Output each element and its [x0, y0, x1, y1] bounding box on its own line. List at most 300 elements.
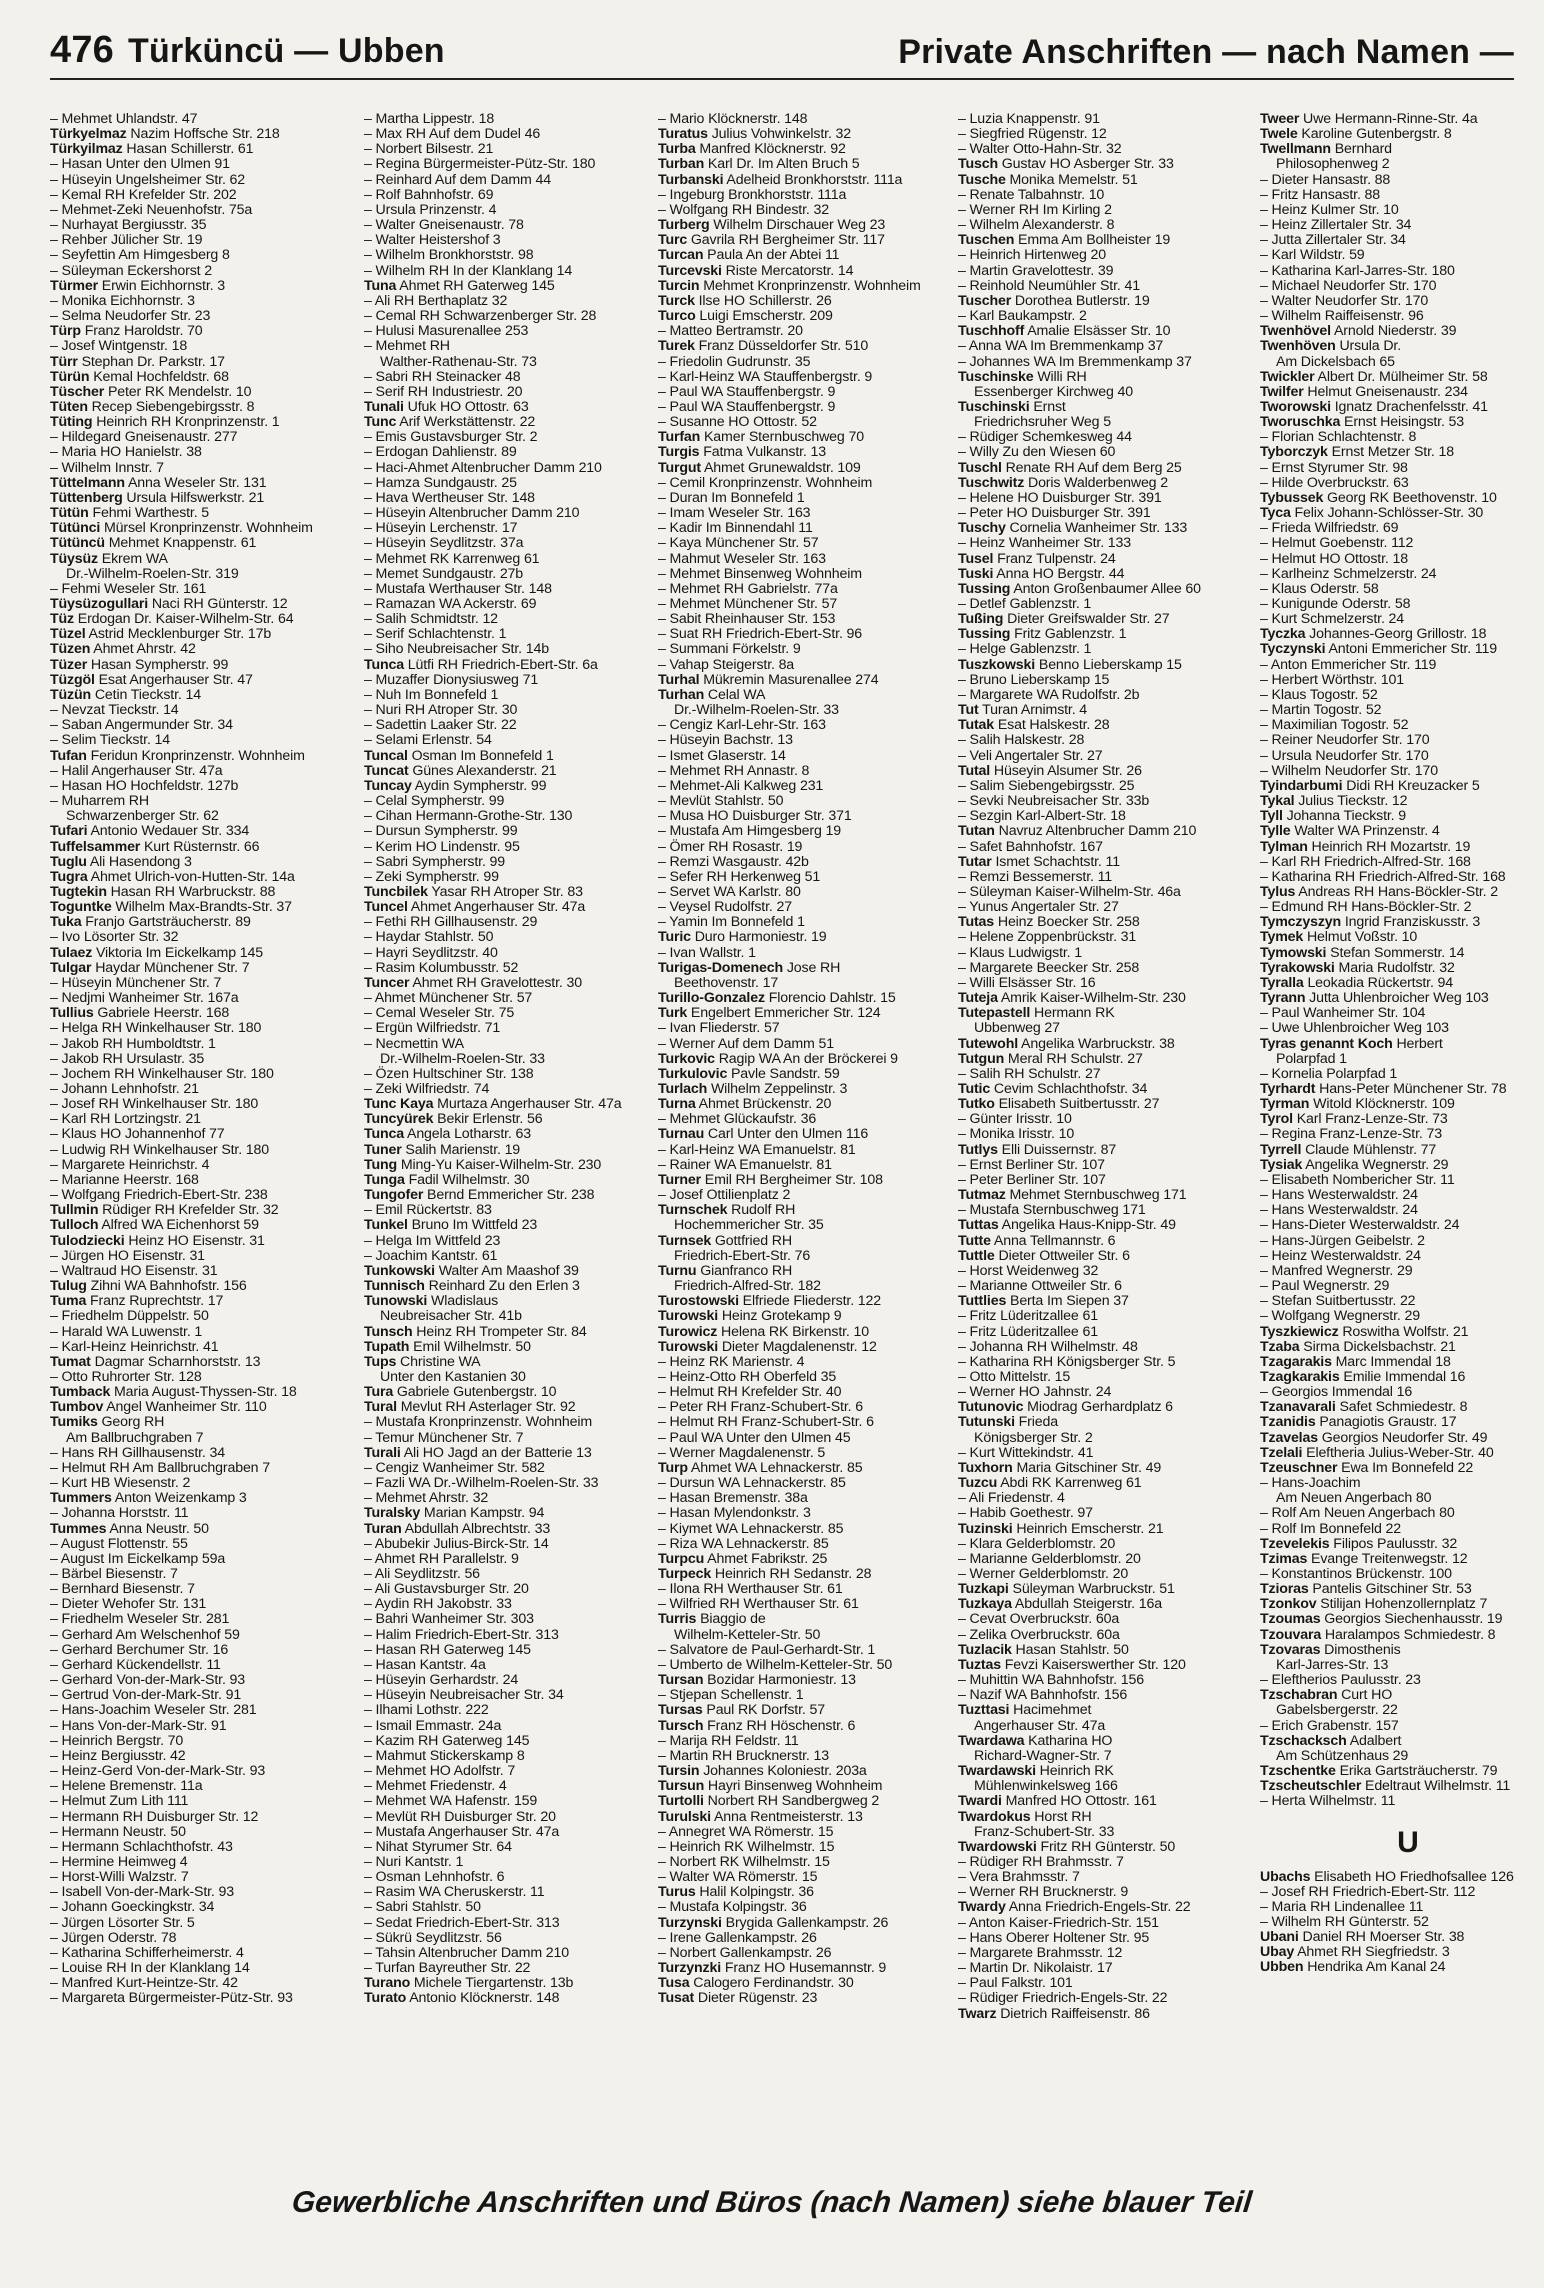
entry-details: Sabit Rheinhauser Str. 153	[669, 611, 836, 628]
entry-details: Hüseyin Ungelsheimer Str. 62	[61, 171, 246, 188]
entry-details: Anna Tellmannstr. 6	[993, 1232, 1116, 1249]
surname: Tuttas	[958, 1217, 999, 1234]
entry-details: Lütfi RH Friedrich-Ebert-Str. 6a	[407, 656, 598, 673]
entry-details: Heinz-Gerd Von-der-Mark-Str. 93	[61, 1763, 266, 1780]
entry-details: Nuri RH Atroper Str. 30	[375, 702, 518, 719]
entry-details: Fazli WA Dr.-Wilhelm-Roelen-Str. 33	[375, 1475, 599, 1492]
entry-row-same-name: – Willy Zu den Wiesen 60	[958, 444, 1116, 461]
entry-row-same-name: – Cevat Overbruckstr. 60a	[958, 1611, 1120, 1628]
entry-row-same-name: – Ramazan WA Ackerstr. 69	[364, 596, 537, 612]
header-left-title: Türküncü — Ubben	[128, 32, 445, 70]
entry-details: Siegfried Rügenstr. 12	[969, 126, 1107, 143]
entry-details: Edeltraut Wilhelmstr. 11	[1365, 1778, 1511, 1795]
entry-details: Jutta Uhlenbroicher Weg 103	[1309, 990, 1489, 1007]
surname: Turic	[658, 929, 691, 946]
entry-row-same-name: – Karlheinz Schmelzerstr. 24	[1260, 565, 1437, 582]
entry-continuation: Angerhauser Str. 47a	[974, 1717, 1106, 1734]
entry-details: Kazim RH Gaterweg 145	[375, 1732, 530, 1749]
surname: Twardokus	[958, 1808, 1031, 1825]
surname: Twenhövel	[1260, 323, 1331, 340]
entry-continuation: Friedrichsruher Weg 5	[974, 414, 1111, 431]
entry-continuation: Unter den Kastanien 30	[380, 1368, 526, 1385]
entry-details: Horst RH	[1034, 1808, 1092, 1825]
entry-row	[364, 1446, 660, 1461]
surname: Tunkowski	[364, 1262, 435, 1279]
entry-row-same-name: – Klara Gelderblomstr. 20	[958, 1535, 1116, 1552]
entry-details: Mevlut RH Asterlager Str. 92	[400, 1399, 576, 1416]
surname: Turulski	[658, 1808, 711, 1825]
entry-details: Mehmet Ahrstr. 32	[375, 1490, 489, 1507]
entry-row	[1260, 1612, 1544, 1627]
entry-row-same-name: – Hüseyin Ungelsheimer Str. 62	[50, 171, 246, 188]
entry-details: Mehmet RK Karrenweg 61	[375, 550, 540, 567]
surname: Turbanski	[658, 171, 724, 188]
entry-row	[364, 1097, 660, 1112]
entry-details: Paul WA Stauffenbergstr. 9	[669, 383, 836, 400]
entry-details: Sükrü Seydlitzstr. 56	[375, 1929, 502, 1946]
entry-details: Hasan HO Hochfeldstr. 127b	[61, 777, 239, 794]
entry-details: Memet Sundgaustr. 27b	[375, 565, 524, 582]
entry-details: Manfred Kurt-Heintze-Str. 42	[61, 1975, 238, 1992]
entry-details: Serif RH Industriestr. 20	[375, 383, 523, 400]
entry-details: Karoline Gutenbergstr. 8	[1301, 126, 1452, 143]
entry-details: Zihni WA Bahnhofstr. 156	[90, 1278, 247, 1295]
entry-row	[364, 1143, 660, 1158]
entry-details: Detlef Gablenzstr. 1	[969, 596, 1092, 612]
entry-details: Max RH Auf dem Dudel 46	[375, 126, 541, 143]
surname: Tuscher	[958, 292, 1012, 309]
entry-details: Dieter Hansastr. 88	[1271, 171, 1391, 188]
surname: Tura	[364, 1384, 394, 1401]
entry-row	[50, 491, 346, 506]
entry-row-same-name: – Mehmet Binsenweg Wohnheim	[658, 565, 862, 582]
entry-details: Hasan Stahlstr. 50	[1015, 1641, 1129, 1658]
entry-details: Arif Werkstättenstr. 22	[399, 414, 536, 431]
entry-row	[50, 1355, 346, 1370]
entry-details: Wilhelm RH In der Klanklang 14	[375, 262, 573, 279]
entry-details: Salim Siebengebirgsstr. 25	[969, 777, 1135, 794]
entry-row	[958, 1658, 1254, 1673]
entry-row	[1260, 991, 1544, 1006]
entry-details: Helmut Voßstr. 10	[1306, 929, 1418, 946]
entry-row-same-name: – Hayri Seydlitzstr. 40	[364, 944, 498, 961]
surname: Tugtekin	[50, 883, 107, 900]
entry-details: Amalie Elsässer Str. 10	[1027, 323, 1171, 340]
entry-details: Hans RH Gillhausenstr. 34	[61, 1444, 225, 1461]
entry-details: Friedolin Gudrunstr. 35	[669, 353, 811, 370]
entry-details: Angel Wanheimer Str. 110	[106, 1399, 267, 1416]
entry-row-same-name: – Luzia Knappenstr. 91	[958, 112, 1100, 127]
entry-row-same-name: – Kurt HB Wiesenstr. 2	[50, 1475, 191, 1492]
entry-row-same-name: – Mustafa Kronprinzenstr. Wohnheim	[364, 1414, 593, 1431]
entry-row-same-name: – Temur Münchener Str. 7	[364, 1429, 524, 1446]
entry-details: Reiner Neudorfer Str. 170	[1271, 732, 1430, 749]
surname: Tylle	[1260, 823, 1291, 840]
entry-row	[50, 749, 346, 764]
surname: Tzovaras	[1260, 1641, 1321, 1658]
entry-row-same-name: – Martin RH Brucknerstr. 13	[658, 1747, 830, 1764]
entry-row-same-name: – Rainer WA Emanuelstr. 81	[658, 1156, 832, 1173]
surname: Tuncay	[364, 777, 412, 794]
entry-row	[658, 1127, 954, 1142]
surname: Tyszkiewicz	[1260, 1323, 1339, 1340]
entry-row	[958, 658, 1254, 673]
surname: Tusa	[658, 1975, 690, 1992]
surname: Tyborczyk	[1260, 444, 1328, 461]
entry-details: Kiymet WA Lehnackerstr. 85	[669, 1520, 844, 1537]
surname: Turnau	[658, 1126, 705, 1143]
entry-row-same-name: – Elisabeth Nombericher Str. 11	[1260, 1171, 1455, 1188]
entry-details: Annegret WA Römerstr. 15	[668, 1823, 834, 1840]
entry-row	[958, 1188, 1254, 1203]
entry-details: Hasan Unter den Ulmen 91	[61, 156, 230, 173]
entry-row-same-name: – Hulusi Masurenallee 253	[364, 323, 529, 340]
entry-details: Albert Dr. Mülheimer Str. 58	[1317, 368, 1488, 385]
entry-row-same-name: – Paul Wanheimer Str. 104	[1260, 1005, 1426, 1022]
entry-row-same-name: – Jürgen HO Eisenstr. 31	[50, 1247, 205, 1264]
entry-row-same-name: – Klaus Togostr. 52	[1260, 686, 1378, 703]
surname: Turpcu	[658, 1550, 705, 1567]
entry-row	[364, 1127, 660, 1142]
surname: Tussing	[958, 626, 1011, 643]
entry-continuation: Dr.-Wilhelm-Roelen-Str. 33	[674, 702, 839, 719]
entry-row-same-name: – Karl Baukampstr. 2	[958, 308, 1087, 325]
entry-details: Florian Schlachtenstr. 8	[1271, 429, 1417, 446]
surname: Tyrrell	[1260, 1141, 1302, 1158]
entry-row	[658, 264, 954, 279]
entry-details: Mustafa Kronprinzenstr. Wohnheim	[375, 1414, 593, 1431]
entry-row-same-name: – Helmut RH Am Ballbruchgraben 7	[50, 1459, 270, 1476]
surname: Turzynski	[658, 1914, 722, 1931]
surname: Tulodziecki	[50, 1232, 125, 1249]
surname: Tuzkaya	[958, 1596, 1012, 1613]
entry-details: Bruno Im Wittfeld 23	[411, 1217, 538, 1234]
surname: Tursas	[658, 1702, 703, 1719]
entry-row	[958, 476, 1254, 491]
entry-row	[958, 1582, 1254, 1597]
entry-row-same-name: – Helene HO Duisburger Str. 391	[958, 489, 1162, 506]
entry-details: Willi RH	[1037, 368, 1087, 385]
surname: Tuschwitz	[958, 474, 1025, 491]
entry-details: Rolf Am Neuen Angerbach 80	[1271, 1505, 1455, 1522]
entry-continuation: Hochemmericher Str. 35	[674, 1217, 824, 1234]
entry-details: Dieter Magdalenenstr. 12	[721, 1338, 877, 1355]
surname: Twardawski	[958, 1763, 1036, 1780]
entry-row	[1260, 127, 1544, 142]
entry-details: Vahap Steigerstr. 8a	[669, 656, 795, 673]
entry-details: Duran Im Bonnefeld 1	[669, 489, 805, 506]
entry-row-same-name: – Ivo Lösorter Str. 32	[50, 929, 179, 946]
entry-row	[1260, 370, 1544, 385]
surname: Tursin	[658, 1763, 700, 1780]
entry-row	[50, 658, 346, 673]
entry-row-same-name: – Mustafa Angerhauser Str. 47a	[364, 1823, 560, 1840]
entry-details: Frieda Wilfriedstr. 69	[1271, 520, 1399, 537]
entry-details: Karl-Heinz WA Emanuelstr. 81	[669, 1141, 856, 1158]
entry-details: Marija RH Feldstr. 11	[669, 1732, 799, 1749]
entry-details: Necmettin WA	[375, 1035, 464, 1052]
entry-row-same-name: – Susanne HO Ottostr. 52	[658, 414, 817, 431]
surname: Turkulovic	[658, 1065, 728, 1082]
entry-row-same-name: – Johanna RH Wilhelmstr. 48	[958, 1338, 1138, 1355]
entry-row-same-name: – Nihat Styrumer Str. 64	[364, 1838, 512, 1855]
surname: Turk	[658, 1005, 688, 1022]
entry-details: Nedjmi Wanheimer Str. 167a	[61, 990, 239, 1007]
column-1	[50, 112, 346, 2162]
entry-row	[50, 597, 346, 612]
surname: Tung	[364, 1156, 398, 1173]
entry-details: Mehmet Binsenweg Wohnheim	[669, 565, 862, 582]
entry-details: Jürgen HO Eisenstr. 31	[61, 1247, 205, 1264]
entry-row	[364, 764, 660, 779]
entry-details: Fritz Lüderitzallee 61	[969, 1323, 1098, 1340]
entry-row	[50, 870, 346, 885]
entry-details: Curt HO	[1341, 1687, 1393, 1704]
entry-row-same-name: – Tahsin Altenbrucher Damm 210	[364, 1944, 570, 1961]
entry-row-same-name: – Özen Hultschiner Str. 138	[364, 1065, 534, 1082]
entry-details: Georgios Siechenhausstr. 19	[1324, 1611, 1503, 1628]
entry-row-same-name: – Hasan Kantstr. 4a	[364, 1656, 486, 1673]
entry-details: Sedat Friedrich-Ebert-Str. 313	[375, 1914, 560, 1931]
entry-details: Marianne Ottweiler Str. 6	[969, 1278, 1122, 1295]
entry-row-same-name: – Kaya Münchener Str. 57	[658, 535, 819, 552]
entry-details: Luigi Emscherstr. 209	[699, 308, 833, 325]
entry-row-same-name: – Ivan Wallstr. 1	[658, 944, 756, 961]
surname: Tzschentke	[1260, 1763, 1336, 1780]
entry-details: Wolfgang Wegnerstr. 29	[1271, 1308, 1420, 1325]
entry-details: Erdogan Dr. Kaiser-Wilhelm-Str. 64	[77, 611, 294, 628]
entry-details: Naci RH Günterstr. 12	[151, 596, 288, 612]
surname: Turek	[658, 338, 695, 355]
entry-row	[658, 1703, 954, 1718]
entry-details: Franz HO Husemannstr. 9	[724, 1960, 887, 1977]
entry-row-same-name: – Maximilian Togostr. 52	[1260, 717, 1409, 734]
entry-row-same-name: – Wilhelm Bronkhorststr. 98	[364, 247, 534, 264]
surname: Turgut	[658, 459, 701, 476]
entry-details: Maximilian Togostr. 52	[1271, 717, 1409, 734]
entry-row	[958, 627, 1254, 642]
surname: Turcevski	[658, 262, 722, 279]
entry-details: Gabriele Heerstr. 168	[97, 1005, 230, 1022]
entry-row-same-name: – Heinrich Hirtenweg 20	[958, 247, 1106, 264]
entry-details: Ursula Neudorfer Str. 170	[1271, 747, 1429, 764]
entry-row-same-name: – Hans Oberer Holtener Str. 95	[958, 1929, 1150, 1946]
surname: Turcan	[658, 247, 704, 264]
entry-details: Stephan Dr. Parkstr. 17	[81, 353, 225, 370]
entry-details: Mevlüt Stahlstr. 50	[669, 793, 784, 810]
entry-details: Mehmet-Ali Kalkweg 231	[669, 777, 824, 794]
entry-details: Rainer WA Emanuelstr. 81	[669, 1156, 832, 1173]
entry-row-same-name: – Mustafa Kolpingstr. 36	[658, 1899, 807, 1916]
entry-row-same-name: – Werner RH Brucknerstr. 9	[958, 1884, 1129, 1901]
entry-details: Mehmet WA Hafenstr. 159	[375, 1793, 538, 1810]
entry-continuation: Mühlenwinkelsweg 166	[974, 1778, 1118, 1795]
entry-details: Cemal RH Schwarzenberger Str. 28	[375, 308, 597, 325]
entry-details: Gerhard Berchumer Str. 16	[61, 1641, 229, 1658]
surname: Turner	[658, 1171, 701, 1188]
entry-row	[50, 824, 346, 839]
entry-row-same-name: – Helene Bremenstr. 11a	[50, 1778, 203, 1795]
entry-details: Süleyman Warbruckstr. 51	[1012, 1581, 1175, 1598]
surname: Tutewohl	[958, 1035, 1019, 1052]
entry-row-same-name: – Mehmet Ahrstr. 32	[364, 1490, 489, 1507]
entry-row-same-name: – Hans Von-der-Mark-Str. 91	[50, 1717, 227, 1734]
surname: Tulug	[50, 1278, 87, 1295]
entry-row-same-name: – Hans Westerwaldstr. 24	[1260, 1187, 1418, 1204]
entry-continuation: Am Schützenhaus 29	[1276, 1747, 1409, 1764]
surname: Tüysüzogullari	[50, 596, 149, 612]
entry-details: Martin Gravelottestr. 39	[969, 262, 1114, 279]
entry-details: Jochem RH Winkelhauser Str. 180	[61, 1065, 274, 1082]
entry-row-same-name: – Cemal RH Schwarzenberger Str. 28	[364, 308, 597, 325]
entry-row-same-name: – Heinz Wanheimer Str. 133	[958, 535, 1132, 552]
entry-row-same-name: – Helmut HO Ottostr. 18	[1260, 550, 1408, 567]
entry-details: Maria Rudolfstr. 32	[1338, 959, 1455, 976]
entry-row	[1260, 1325, 1544, 1340]
entry-details: Tahsin Altenbrucher Damm 210	[375, 1944, 570, 1961]
entry-details: Mehmet Uhlandstr. 47	[61, 112, 198, 127]
entry-details: Helga RH Winkelhauser Str. 180	[61, 1020, 262, 1037]
entry-details: Klara Gelderblomstr. 20	[969, 1535, 1116, 1552]
surname: Turowski	[658, 1338, 719, 1355]
entry-details: Ismet Glaserstr. 14	[669, 747, 786, 764]
entry-row	[1260, 1597, 1544, 1612]
entry-row-same-name: – Margarete Brahmsstr. 12	[958, 1944, 1123, 1961]
entry-details: Servet WA Karlstr. 80	[669, 883, 801, 900]
entry-row	[50, 915, 346, 930]
surname: Turna	[658, 1096, 696, 1113]
entry-row	[364, 1264, 660, 1279]
surname: Tüscher	[50, 383, 105, 400]
entry-row	[658, 1916, 954, 1931]
entry-row-same-name: – Michael Neudorfer Str. 170	[1260, 277, 1437, 294]
surname: Twilfer	[1260, 383, 1304, 400]
header-left	[50, 29, 445, 72]
entry-row-same-name: – Johann Goeckingkstr. 34	[50, 1899, 215, 1916]
entry-details: Stjepan Schellenstr. 1	[669, 1687, 804, 1704]
entry-details: Salvatore de Paul-Gerhardt-Str. 1	[669, 1641, 876, 1658]
entry-details: Heinrich Hirtenweg 20	[969, 247, 1106, 264]
entry-row	[50, 127, 346, 142]
entry-details: Josef RH Friedrich-Ebert-Str. 112	[1271, 1883, 1476, 1900]
entry-row-same-name: – Salih RH Schulstr. 27	[958, 1065, 1101, 1082]
entry-row-same-name: – Johannes WA Im Bremmenkamp 37	[958, 353, 1192, 370]
entry-row	[658, 309, 954, 324]
surname: Ubben	[1260, 1959, 1304, 1976]
entry-details: Biaggio de	[700, 1611, 766, 1628]
entry-details: Johannes WA Im Bremmenkamp 37	[969, 353, 1192, 370]
entry-details: Bernhard Biesenstr. 7	[61, 1581, 195, 1598]
entry-row	[364, 1158, 660, 1173]
surname: Tuma	[50, 1293, 87, 1310]
entry-details: Karl-Heinz Heinrichstr. 41	[61, 1338, 219, 1355]
entry-details: Manfred Wegnerstr. 29	[1271, 1262, 1413, 1279]
entry-row-same-name: – Otto Mittelstr. 15	[958, 1368, 1071, 1385]
entry-details: Abdi RK Karrenweg 61	[1000, 1475, 1142, 1492]
entry-row	[1260, 1945, 1544, 1960]
surname: Ubani	[1260, 1929, 1299, 1946]
entry-details: Karl Baukampstr. 2	[969, 308, 1087, 325]
entry-details: Arnold Niederstr. 39	[1333, 323, 1457, 340]
entry-row-same-name: – Veysel Rudolfstr. 27	[658, 899, 792, 916]
entry-row	[658, 157, 954, 172]
surname: Twickler	[1260, 368, 1315, 385]
entry-details: Werner RH Brucknerstr. 9	[969, 1884, 1129, 1901]
entry-details: Karl Franz-Lenze-Str. 73	[1296, 1111, 1448, 1128]
entry-row	[958, 1052, 1254, 1067]
entry-row-same-name: – Kerim HO Lindenstr. 95	[364, 838, 520, 855]
entry-continuation: Polarpfad 1	[1276, 1050, 1347, 1067]
entry-details: Ahmet RH Gaterweg 145	[399, 277, 555, 294]
entry-row-same-name: – Margarete Heinrichstr. 4	[50, 1156, 210, 1173]
surname: Tuski	[958, 565, 994, 582]
entry-row	[50, 506, 346, 521]
surname: Turban	[658, 156, 705, 173]
entry-details: Pavle Sandstr. 59	[730, 1065, 840, 1082]
surname: Tutic	[958, 1081, 991, 1097]
entry-row	[958, 612, 1254, 627]
entry-row-same-name: – Vera Brahmsstr. 7	[958, 1869, 1080, 1886]
entry-row-same-name: – Aydin RH Jakobstr. 33	[364, 1596, 512, 1613]
entry-details: Fritz Hansastr. 88	[1271, 186, 1381, 203]
entry-details: Calogero Ferdinandstr. 30	[693, 1975, 854, 1992]
entry-details: Doris Walderbenweg 2	[1027, 474, 1168, 491]
entry-details: Katharina Karl-Jarres-Str. 180	[1271, 262, 1455, 279]
entry-row-same-name: – Martin Dr. Nikolaistr. 17	[958, 1960, 1113, 1977]
entry-row-same-name: – Wilhelm Innstr. 7	[50, 459, 164, 476]
entry-row-same-name: – Duran Im Bonnefeld 1	[658, 489, 805, 506]
surname: Twardy	[958, 1899, 1006, 1916]
entry-details: Gerhard Am Welschenhof 59	[61, 1626, 240, 1643]
entry-details: Paul Falkstr. 101	[969, 1975, 1073, 1992]
entry-row-same-name: – Cihan Hermann-Grothe-Str. 130	[364, 808, 573, 825]
entry-details: Summani Förkelstr. 9	[669, 641, 801, 658]
entry-row-same-name: – Klaus HO Johannenhof 77	[50, 1126, 225, 1143]
entry-row	[658, 1885, 954, 1900]
entry-details: Sabri Stahlstr. 50	[375, 1899, 481, 1916]
entry-row	[658, 1612, 954, 1627]
entry-row-same-name: – Ivan Fliederstr. 57	[658, 1020, 780, 1037]
entry-details: Ahmet Brückenstr. 20	[698, 1096, 832, 1113]
surname: Tütünci	[50, 520, 101, 537]
entry-details: Anna Weseler Str. 131	[127, 474, 267, 491]
entry-row-same-name: – Jutta Zillertaler Str. 34	[1260, 232, 1406, 249]
entry-row-same-name: – Peter Berliner Str. 107	[958, 1171, 1106, 1188]
entry-row-same-name: – Norbert Gallenkampstr. 26	[658, 1944, 832, 1961]
entry-row	[50, 946, 346, 961]
entry-continuation: Dr.-Wilhelm-Roelen-Str. 319	[66, 565, 239, 582]
entry-details: Engelbert Emmericher Str. 124	[690, 1005, 881, 1022]
entry-row-same-name: – Serif Schlachtenstr. 1	[364, 626, 507, 643]
surname: Twellmann	[1260, 141, 1331, 158]
surname: Tusche	[958, 171, 1006, 188]
entry-details: Reinhold Neumühler Str. 41	[969, 277, 1140, 294]
entry-row-same-name: – Wilhelm Neudorfer Str. 170	[1260, 762, 1438, 779]
entry-details: Monika Irisstr. 10	[969, 1126, 1075, 1143]
entry-details: Gerhard Kückendellstr. 11	[61, 1656, 221, 1673]
entry-row-same-name: – Mustafa Am Himgesberg 19	[658, 823, 842, 840]
entry-details: Pantelis Gitschiner Str. 53	[1312, 1581, 1472, 1598]
entry-row-same-name: – Hilde Overbruckstr. 63	[1260, 474, 1409, 491]
entry-details: Salih Schmidtstr. 12	[375, 611, 498, 628]
entry-details: Cemil Kronprinzenstr. Wohnheim	[669, 474, 873, 491]
entry-row-same-name: – Mehmet Glückaufstr. 36	[658, 1111, 817, 1128]
entry-row	[658, 1991, 954, 2006]
surname: Twele	[1260, 126, 1298, 143]
surname: Turberg	[658, 217, 710, 234]
entry-row-same-name: – Karl RH Friedrich-Alfred-Str. 168	[1260, 853, 1471, 870]
entry-row-same-name: – Mehmet Friedenstr. 4	[364, 1778, 507, 1795]
